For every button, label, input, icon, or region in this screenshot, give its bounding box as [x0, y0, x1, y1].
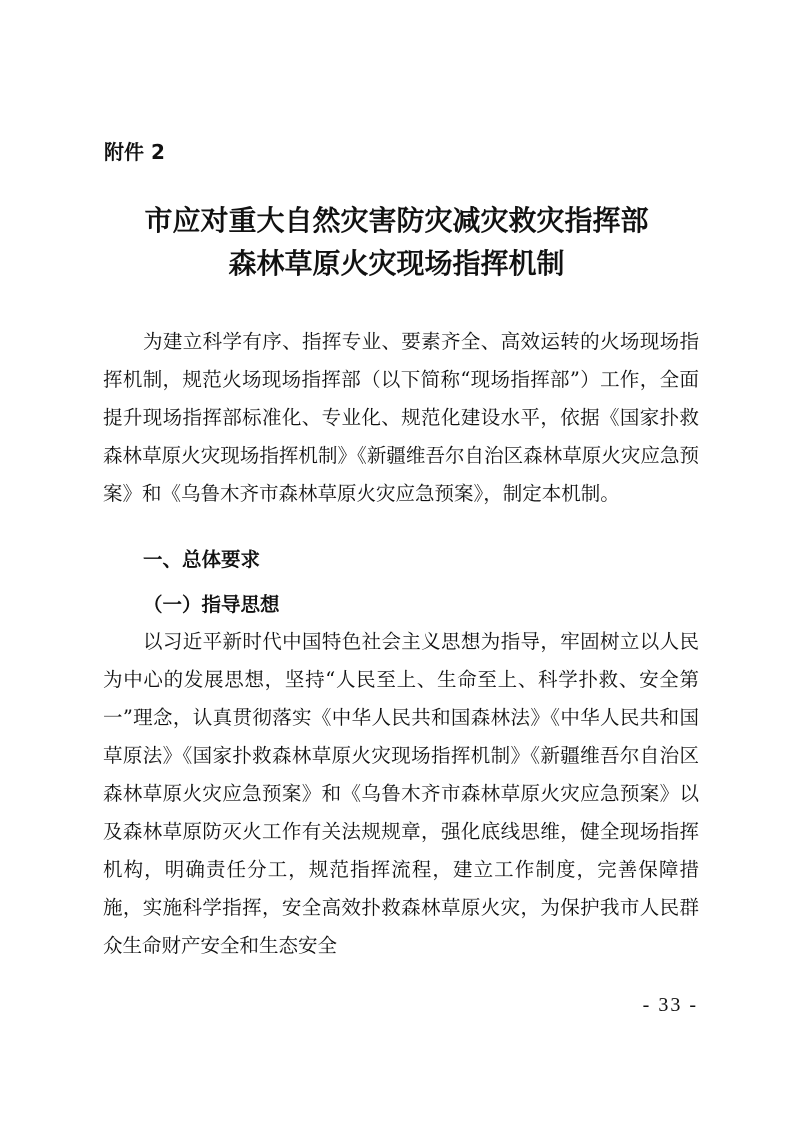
page-number: - 33 - [642, 994, 698, 1016]
subsection-heading: （一）指导思想 [143, 593, 280, 616]
attachment-label: 附件 2 [104, 140, 165, 164]
document-title-line-1: 市应对重大自然灾害防灾减灾救灾指挥部 [144, 204, 649, 237]
section-heading: 一、总体要求 [143, 548, 261, 571]
guiding-paragraph: 以习近平新时代中国特色社会主义思想为指导，牢固树立以人民为中心的发展思想，坚持“人民至上、生命至上、科学扑救、安全第一”理念，认真贯彻落实《中华人民共和国森林法》《中华人民共和国草原法》《国家扑救森林草原火灾现场指挥机制》《新疆维吾尔自治区森林草原火灾应急预案》和《乌鲁木齐市森林草原火灾应急预案》以及森林草原防灭火工作有关法规规章，强化底线思维，健全现场指挥机构，明确责任分工，规范指挥流程，建立工作制度，完善保障措施，实施科学指挥，安全高效扑救森林草原火灾，为保护我市人民群众生命财产安全和生态安全 [103, 630, 699, 957]
document-title-line-2: 森林草原火灾现场指挥机制 [228, 247, 565, 280]
intro-paragraph: 为建立科学有序、指挥专业、要素齐全、高效运转的火场现场指挥机制，规范火场现场指挥部（以下简称“现场指挥部”）工作，全面提升现场指挥部标准化、专业化、规范化建设水平，依据《国家扑救森林草原火灾现场指挥机制》《新疆维吾尔自治区森林草原火灾应急预案》和《乌鲁木齐市森林草原火灾应急预案》，制定本机制。 [103, 330, 699, 505]
